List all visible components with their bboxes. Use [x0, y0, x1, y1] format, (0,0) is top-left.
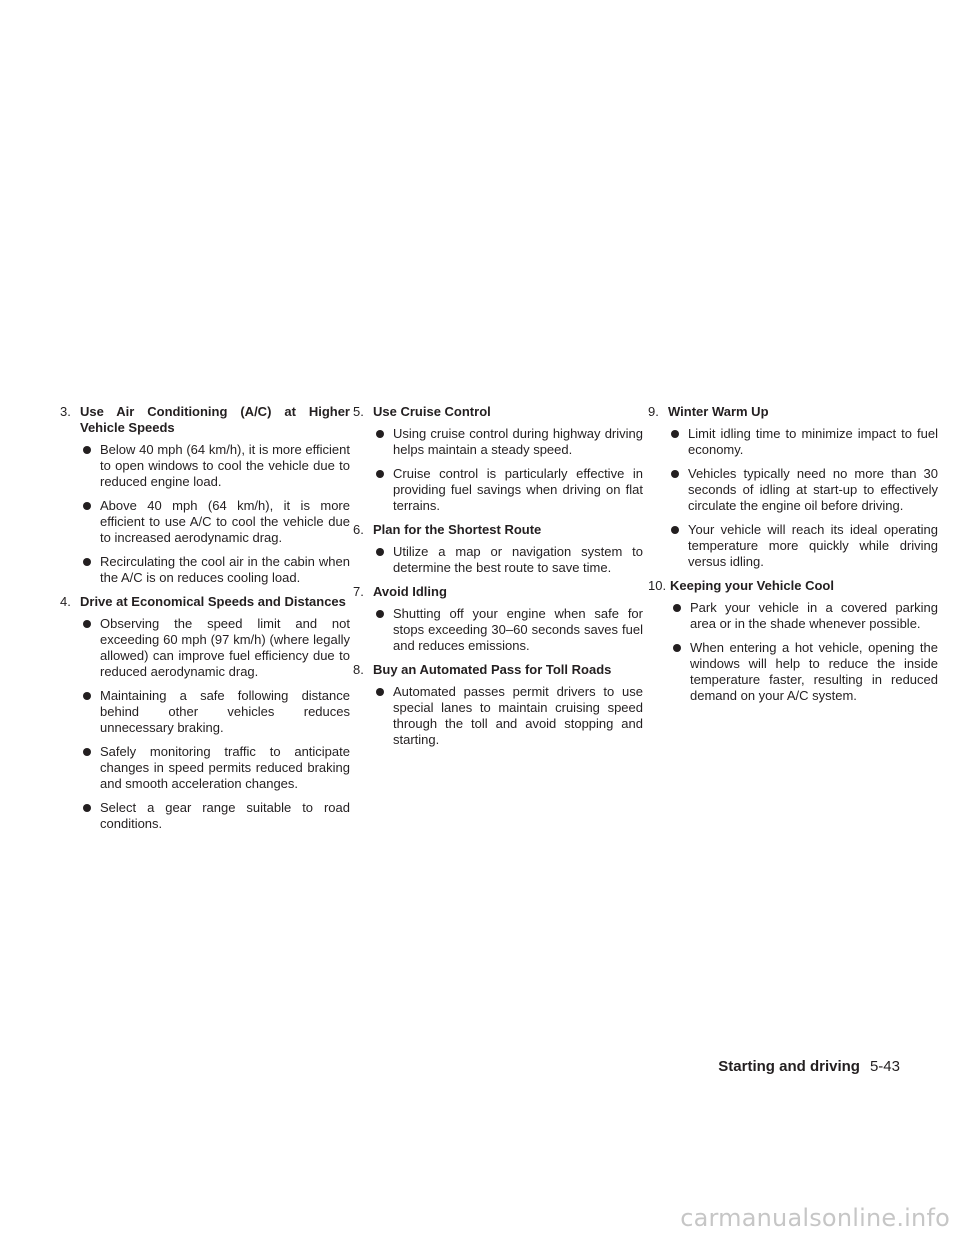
bullet-text: Automated passes permit drivers to use special lanes to maintain cruising speed through the toll and avoid stopping and starting.	[393, 684, 643, 747]
list-item	[60, 404, 350, 586]
bullet-dot-icon	[83, 748, 91, 756]
item-heading: Plan for the Shortest Route	[373, 522, 542, 537]
item-heading: Use Cruise Control	[373, 404, 491, 419]
bullet-text: When entering a hot vehicle, opening the windows will help to reduce the inside temperature faster, resulting in reduced demand on your A/C system.	[690, 640, 938, 703]
footer-section-title: Starting and driving	[718, 1058, 860, 1075]
list-item	[353, 404, 643, 514]
bullet-item	[82, 554, 350, 586]
bullet-dot-icon	[673, 604, 681, 612]
bullet-item	[82, 800, 350, 832]
bullet-text: Cruise control is particularly effective in providing fuel savings when driving on flat terrains.	[393, 466, 643, 513]
bullet-dot-icon	[671, 430, 679, 438]
bullet-text: Park your vehicle in a covered parking area or in the shade whenever possible.	[690, 600, 938, 631]
column-right	[648, 404, 938, 712]
column-middle	[353, 404, 643, 756]
bullet-dot-icon	[376, 688, 384, 696]
item-heading: Buy an Automated Pass for Toll Roads	[373, 662, 612, 677]
bullet-item	[82, 688, 350, 736]
bullet-text: Below 40 mph (64 km/h), it is more efficient to open windows to cool the vehicle due to reduced engine load.	[100, 442, 350, 489]
bullet-dot-icon	[83, 804, 91, 812]
bullet-text: Select a gear range suitable to road conditions.	[100, 800, 350, 831]
bullet-dot-icon	[671, 526, 679, 534]
item-number: 4.	[60, 594, 71, 609]
bullet-dot-icon	[83, 558, 91, 566]
bullet-item	[82, 744, 350, 792]
watermark: carmanualsonline.info	[680, 1204, 950, 1232]
item-number: 9.	[648, 404, 659, 419]
bullet-text: Limit idling time to minimize impact to fuel economy.	[688, 426, 938, 457]
bullet-item	[672, 600, 938, 632]
list-item	[353, 522, 643, 576]
bullet-text: Above 40 mph (64 km/h), it is more efficient to use A/C to cool the vehicle due to increased aerodynamic drag.	[100, 498, 350, 545]
bullet-item	[375, 466, 643, 514]
list-item	[648, 578, 938, 704]
bullet-dot-icon	[376, 470, 384, 478]
item-heading: Use Air Conditioning (A/C) at Higher Vehicle Speeds	[80, 404, 350, 435]
bullet-text: Safely monitoring traffic to anticipate changes in speed permits reduced braking and smooth acceleration changes.	[100, 744, 350, 791]
item-number: 3.	[60, 404, 71, 419]
bullet-text: Using cruise control during highway driving helps maintain a steady speed.	[393, 426, 643, 457]
bullet-item	[670, 466, 938, 514]
bullet-item	[670, 426, 938, 458]
bullet-item	[670, 522, 938, 570]
item-heading: Drive at Economical Speeds and Distances	[80, 594, 346, 609]
column-left	[60, 404, 350, 840]
list-item	[353, 662, 643, 748]
bullet-item	[375, 606, 643, 654]
bullet-dot-icon	[83, 692, 91, 700]
item-number: 7.	[353, 584, 364, 599]
item-heading: Keeping your Vehicle Cool	[670, 578, 834, 593]
bullet-text: Maintaining a safe following distance behind other vehicles reduces unnecessary braking.	[100, 688, 350, 735]
bullet-dot-icon	[671, 470, 679, 478]
bullet-item	[82, 498, 350, 546]
bullet-item	[672, 640, 938, 704]
bullet-item	[375, 426, 643, 458]
page-number: 5-43	[869, 1058, 900, 1075]
item-heading: Winter Warm Up	[668, 404, 769, 419]
bullet-text: Observing the speed limit and not exceeding 60 mph (97 km/h) (where legally allowed) can improve fuel efficiency due to reduced aerodynamic drag.	[100, 616, 350, 679]
item-number: 5.	[353, 404, 364, 419]
bullet-dot-icon	[376, 610, 384, 618]
page-footer	[718, 1058, 900, 1075]
list-item	[648, 404, 938, 570]
bullet-dot-icon	[83, 446, 91, 454]
item-number: 6.	[353, 522, 364, 537]
bullet-dot-icon	[376, 430, 384, 438]
bullet-text: Recirculating the cool air in the cabin when the A/C is on reduces cooling load.	[100, 554, 350, 585]
item-heading: Avoid Idling	[373, 584, 447, 599]
bullet-item	[82, 616, 350, 680]
list-item	[60, 594, 350, 832]
bullet-text: Vehicles typically need no more than 30 seconds of idling at start-up to effectively circulate the engine oil before driving.	[688, 466, 938, 513]
bullet-text: Your vehicle will reach its ideal operating temperature more quickly while driving versus idling.	[688, 522, 938, 569]
bullet-text: Utilize a map or navigation system to determine the best route to save time.	[393, 544, 643, 575]
item-number: 10.	[648, 578, 667, 593]
bullet-dot-icon	[376, 548, 384, 556]
bullet-dot-icon	[83, 502, 91, 510]
bullet-text: Shutting off your engine when safe for stops exceeding 30–60 seconds saves fuel and reduces emissions.	[393, 606, 643, 653]
item-number: 8.	[353, 662, 364, 677]
bullet-dot-icon	[83, 620, 91, 628]
bullet-item	[375, 544, 643, 576]
bullet-dot-icon	[673, 644, 681, 652]
list-item	[353, 584, 643, 654]
bullet-item	[375, 684, 643, 748]
bullet-item	[82, 442, 350, 490]
